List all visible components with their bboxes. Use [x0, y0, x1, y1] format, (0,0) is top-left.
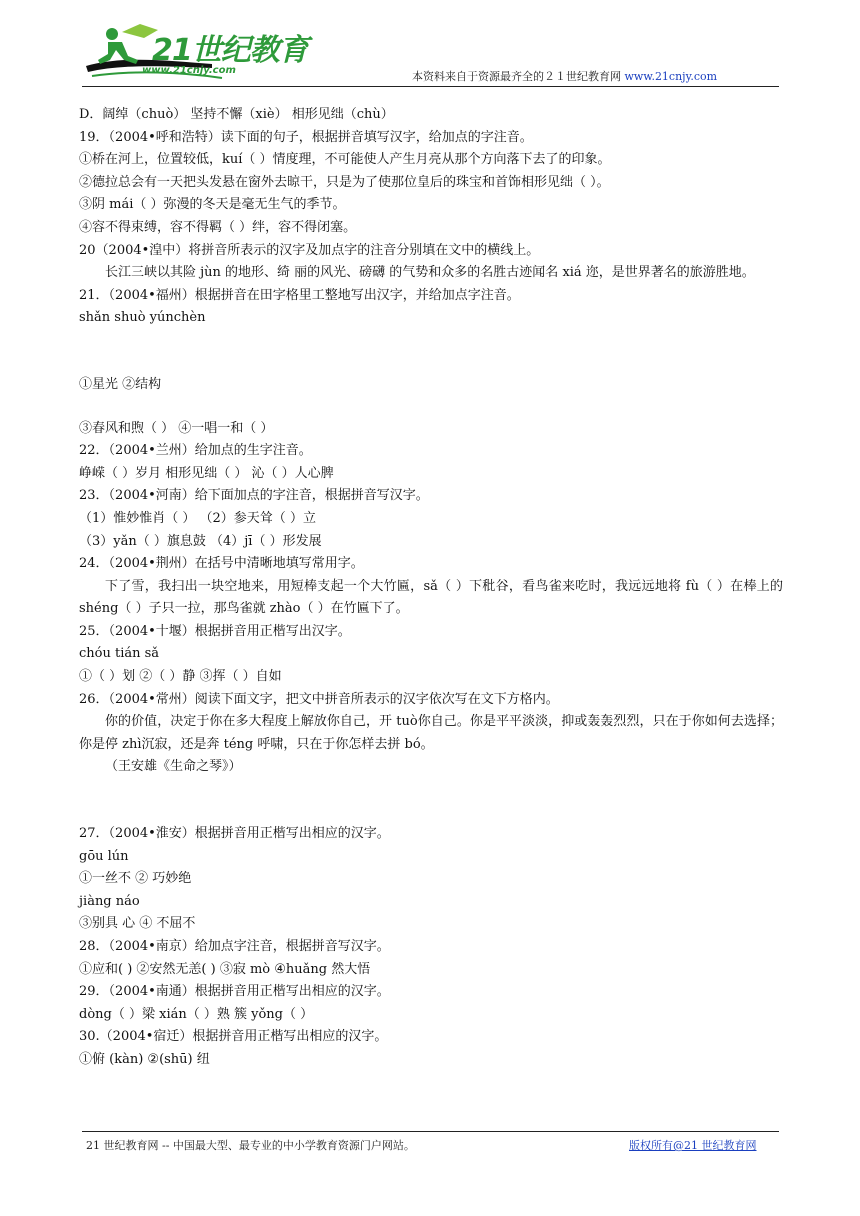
paragraph: 下了雪，我扫出一块空地来，用短棒支起一个大竹匾，sǎ（ ）下秕谷，看鸟雀来吃时，我远远地将 fù（ ）在棒上的 shéng（ ）子只一拉，那鸟雀就 zhào（ ）在竹匾下了。: [79, 578, 783, 617]
footer-text: 21 世纪教育网 -- 中国最大型、最专业的中小学教育资源门户网站。: [86, 1139, 415, 1152]
question-20-title: 20（2004•湟中）将拼音所表示的汉字及加点字的注音分别填在文中的横线上。: [79, 242, 540, 258]
question-25-title: 25．（2004•十堰）根据拼音用正楷写出汉字。: [79, 623, 351, 639]
question-27-title: 27．（2004•淮安）根据拼音用正楷写出相应的汉字。: [79, 826, 390, 842]
logo-text: 21世纪教育: [152, 33, 308, 68]
text-line: ①星光 ②结构: [79, 376, 162, 392]
question-29-title: 29．（2004•南通）根据拼音用正楷写出相应的汉字。: [79, 984, 390, 1000]
text-line: ①一丝不 ② 巧妙绝: [79, 871, 192, 887]
document-body: [79, 104, 783, 1072]
pinyin-line: chóu tián sǎ: [79, 646, 160, 662]
pinyin-line: shǎn shuò yúnchèn: [79, 310, 206, 326]
text-line: 峥嵘（ ）岁月 相形见绌（ ） 沁（ ）人心脾: [79, 465, 334, 481]
text-line: dòng（ ）梁 xián（ ）熟 簇 yǒng（ ）: [79, 1006, 314, 1022]
header-divider: [82, 86, 779, 87]
pinyin-line: gōu lún: [79, 848, 129, 864]
header-note-text: 本资料来自于资源最齐全的２１世纪教育网: [412, 70, 621, 83]
question-24-title: 24．（2004•荆州）在括号中清晰地填写常用字。: [79, 556, 364, 572]
question-19-title: 19．（2004•呼和浩特）读下面的句子，根据拼音填写汉字，给加点的字注音。: [79, 129, 533, 145]
text-line: D．阔绰（chuò） 坚持不懈（xiè） 相形见绌（chù）: [79, 107, 394, 122]
page-header: [0, 0, 860, 92]
text-line: ①应和( ) ②安然无恙( ) ③寂 mò ④huǎng 然大悟: [79, 961, 371, 977]
paragraph: 长江三峡以其险 jùn 的地形、绮 丽的风光、磅礴 的气势和众多的名胜古迹闻名 xiá 迩，是世界著名的旅游胜地。: [105, 265, 755, 281]
text-line: ②德拉总会有一天把头发悬在窗外去晾干，只是为了使那位皇后的珠宝和首饰相形见绌（ ）。: [79, 174, 610, 190]
footer-divider: [82, 1131, 779, 1132]
question-26-title: 26．（2004•常州）阅读下面文字，把文中拼音所表示的汉字依次写在文下方格内。: [79, 691, 559, 707]
question-28-title: 28．（2004•南京）给加点字注音，根据拼音写汉字。: [79, 939, 390, 954]
header-link[interactable]: www.21cnjy.com: [624, 70, 718, 83]
logo-url: www.21cnjy.com: [142, 65, 236, 76]
paragraph: 你的价值，决定于你在多大程度上解放你自己，开 tuò你自己。你是平平淡淡，抑或轰轰烈烈，只在于你如何去选择；你是停 zhì沉寂，还是奔 téng 呼啸，只在于你怎样去拼 bó。: [79, 714, 783, 752]
text-line: ①桥在河上，位置较低，kuí（ ）情度理，不可能使人产生月亮从那个方向落下去了的印象。: [79, 152, 611, 168]
footer-copyright-link[interactable]: 版权所有@21 世纪教育网: [629, 1139, 757, 1152]
text-line: （3）yǎn（ ）旗息鼓 （4）jī（ ）形发展: [79, 533, 322, 549]
writing-space: [79, 330, 783, 374]
writing-space: [79, 779, 783, 823]
text-line: （1）惟妙惟肖（ ） （2）参天耸（ ）立: [79, 510, 316, 526]
text-line: ③春风和煦（ ） ④一唱一和（ ）: [79, 420, 274, 436]
question-22-title: 22．（2004•兰州）给加点的生字注音。: [79, 443, 312, 459]
citation: （王安雄《生命之琴》）: [105, 759, 242, 775]
header-note: [412, 68, 717, 84]
text-line: ③阴 mái（ ）弥漫的冬天是毫无生气的季节。: [79, 197, 346, 213]
text-line: ③别具 心 ④ 不屈不: [79, 916, 196, 932]
text-line: ①俯 (kàn) ②(shū) 纽: [79, 1051, 210, 1067]
question-30-title: 30.（2004•宿迁）根据拼音用正楷写出相应的汉字。: [79, 1029, 388, 1045]
question-21-title: 21．（2004•福州）根据拼音在田字格里工整地写出汉字，并给加点字注音。: [79, 287, 520, 303]
pinyin-line: jiàng náo: [79, 893, 140, 909]
text-line: ①（ ）划 ②（ ）静 ③挥（ ）自如: [79, 669, 282, 685]
writing-space: [79, 397, 783, 418]
text-line: ④容不得束缚，容不得羁（ ）绊，容不得闭塞。: [79, 219, 357, 235]
question-23-title: 23．（2004•河南）给下面加点的字注音，根据拼音写汉字。: [79, 488, 429, 504]
